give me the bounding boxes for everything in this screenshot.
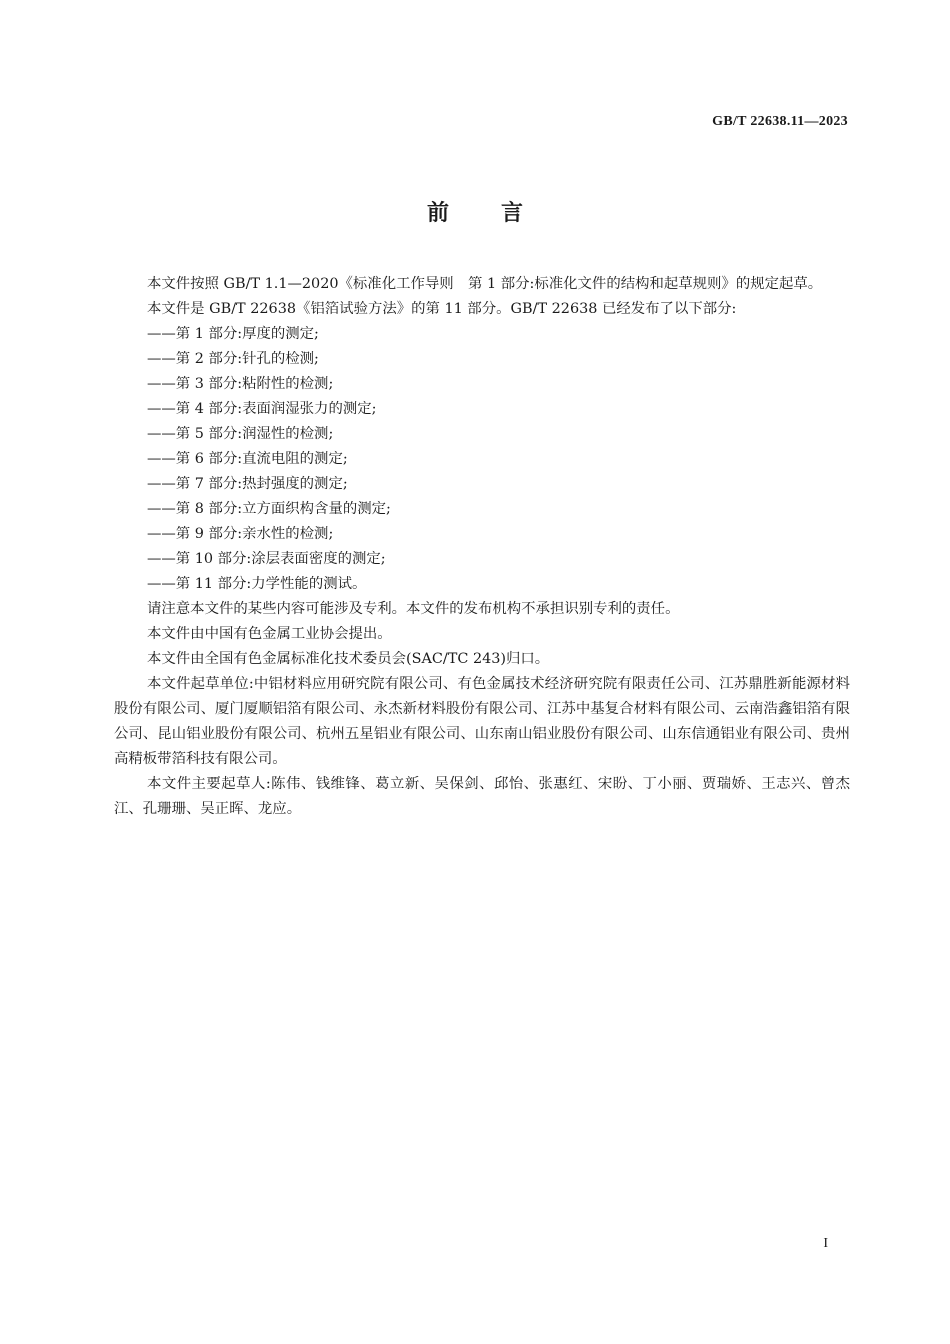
paragraph-drafting-units: 本文件起草单位:中铝材料应用研究院有限公司、有色金属技术经济研究院有限责任公司、江苏鼎胜新能源材料股份有限公司、厦门厦顺铝箔有限公司、永杰新材料股份有限公司、江苏中基复合材料有限公司、云南浩鑫铝箔有限公司、昆山铝业股份有限公司、杭州五星铝业有限公司、山东南山铝业股份有限公司、山东信通铝业有限公司、贵州高精板带箔科技有限公司。 (114, 676, 850, 767)
list-item: ——第 4 部分:表面润湿张力的测定; (147, 401, 377, 417)
page-number: I (823, 1236, 828, 1251)
paragraph-series-intro: 本文件是 GB/T 22638《铝箔试验方法》的第 11 部分。GB/T 22638 已经发布了以下部分: (147, 301, 737, 317)
paragraph-drafters: 本文件主要起草人:陈伟、钱维锋、葛立新、吴保剑、邱怡、张惠红、宋盼、丁小丽、贾瑞娇、王志兴、曾杰江、孔珊珊、吴正晖、龙应。 (114, 776, 850, 817)
paragraph-patent-notice: 请注意本文件的某些内容可能涉及专利。本文件的发布机构不承担识别专利的责任。 (147, 601, 680, 617)
paragraph-drafting-rules: 本文件按照 GB/T 1.1—2020《标准化工作导则 第 1 部分:标准化文件的结构和起草规则》的规定起草。 (147, 276, 823, 292)
list-item: ——第 10 部分:涂层表面密度的测定; (147, 551, 386, 567)
list-item: ——第 2 部分:针孔的检测; (147, 351, 319, 367)
list-item: ——第 5 部分:润湿性的检测; (147, 426, 334, 442)
title-char-1: 前 (426, 200, 449, 226)
foreword-body (114, 272, 850, 822)
list-item: ——第 7 部分:热封强度的测定; (147, 476, 348, 492)
list-item: ——第 11 部分:力学性能的测试。 (147, 576, 367, 592)
title-char-2: 言 (501, 200, 524, 226)
list-item: ——第 6 部分:直流电阻的测定; (147, 451, 348, 467)
standard-code: GB/T 22638.11—2023 (712, 114, 848, 129)
list-item: ——第 1 部分:厚度的测定; (147, 326, 319, 342)
paragraph-proposer: 本文件由中国有色金属工业协会提出。 (147, 626, 392, 642)
list-item: ——第 9 部分:亲水性的检测; (147, 526, 334, 542)
list-item: ——第 8 部分:立方面织构含量的测定; (147, 501, 391, 517)
paragraph-committee: 本文件由全国有色金属标准化技术委员会(SAC/TC 243)归口。 (147, 651, 550, 667)
page-title (0, 196, 950, 227)
list-item: ——第 3 部分:粘附性的检测; (147, 376, 334, 392)
